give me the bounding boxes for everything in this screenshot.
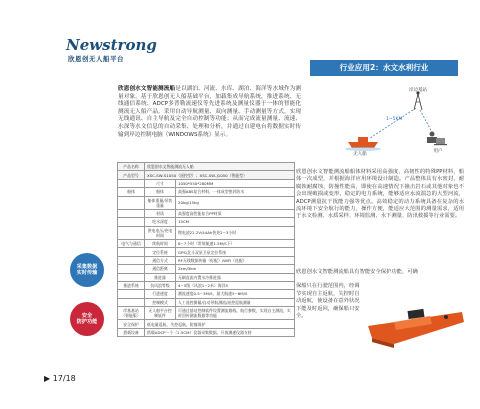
page-number: ▶ 17/18 — [44, 374, 76, 383]
spec-group: 岸基基站（智能版） — [118, 307, 145, 320]
spec-value: XSC-SW-S1050（遥控型）；XSC-SW-J1050（智能型） — [145, 171, 295, 179]
spec-group — [118, 290, 145, 298]
intro-paragraph — [118, 86, 301, 139]
brand-subtitle: 欣恩创无人船平台 — [68, 55, 124, 63]
spec-value: GPS/北斗双星卫星定位系统 — [176, 248, 295, 256]
spec-key: 定位系统 — [145, 248, 176, 256]
section-title: 行业应用2：水文水利行业 — [310, 60, 458, 76]
spec-group: 推进系统 — [118, 281, 145, 289]
spec-row — [118, 218, 295, 226]
spec-key: 通信方式 — [145, 256, 176, 264]
spec-value: 人工遥控测量/自动导航测流/遥控巡航测量 — [176, 298, 295, 306]
spec-group — [118, 209, 145, 217]
spec-table — [117, 162, 295, 337]
spec-row — [118, 273, 295, 281]
spec-group: 产品型号 — [118, 171, 145, 179]
spec-value: 2km/5km — [176, 265, 295, 273]
spec-row — [118, 281, 295, 289]
user-label: 用户 — [433, 149, 443, 154]
spec-key: 船体 — [145, 188, 176, 196]
spec-value: 15CM — [176, 218, 295, 226]
spec-value: 测流速度0.5~3M/S，最大航速5~6M/S — [176, 290, 295, 298]
spec-group — [118, 218, 145, 226]
base-station-icon — [414, 92, 422, 111]
spec-row — [118, 265, 295, 273]
spec-row — [118, 163, 295, 171]
spec-row — [118, 209, 295, 217]
spec-row — [118, 171, 295, 179]
spec-row — [118, 298, 295, 306]
spec-row — [118, 320, 295, 328]
spec-group: 船体 — [118, 188, 145, 196]
boat-icon — [345, 137, 381, 151]
spec-row — [118, 240, 295, 248]
spec-key: 尺寸 — [145, 179, 176, 187]
spec-row — [118, 290, 295, 298]
spec-value: 高强度高性能复合PP材质 — [176, 209, 295, 217]
spec-group: 安全保护 — [118, 320, 145, 328]
spec-key: 供电电压/充电时间 — [145, 226, 176, 239]
spec-value: 4~5级（风浪1~2米）海洋5 — [176, 281, 295, 289]
application-paragraph-1: 欣恩创水文智能测流船船体材料采用高强度、高韧性的特殊PP材料，船体一次成型，并根据海洋应用环境设计制造。产品整体具有水密封、耐腐蚀耐腐蚀、防撞性能高，即使在高速情况下撞击岩石或其他对象也不会出现破损或变形，稳定的电力系统，能够适应水流湍急的大型河流，ADCP测量抗干扰能力强等优点。高效稳定的动力系统具备在复杂的水流环境下安全航行的能力，操作方便，能适应大范围的测量需求，适用于水文检测、水质采样、环境监测、水下测量、防汛救援等行业需要。 — [296, 169, 464, 220]
boat-photo — [364, 282, 468, 352]
spec-row — [118, 179, 295, 187]
spec-row — [118, 196, 295, 209]
user-icon — [427, 132, 447, 146]
communication-diagram — [330, 86, 458, 156]
spec-group: 产品名称 — [118, 163, 145, 171]
spec-key: 控制模式 — [145, 298, 176, 306]
spec-key: 抗风浪等级 — [145, 281, 176, 289]
spec-key: 通信距离 — [145, 265, 176, 273]
spec-value: 20kg/15kg — [176, 196, 295, 209]
spec-group — [118, 248, 145, 256]
safety-badge: 安全 防护功能 — [70, 302, 104, 336]
boat-label: 无人船 — [353, 152, 367, 156]
spec-value: 搭载ADCP一个（1.5CM）仪器采集数据，开放测速仪器支持 — [145, 328, 295, 336]
spec-group — [118, 179, 145, 187]
station-label: 岸边基站 — [409, 88, 427, 93]
spec-group — [118, 196, 145, 209]
intro-lead: 欣恩创水文智能测流船 — [118, 86, 176, 92]
spec-key: 推进器 — [145, 273, 176, 281]
spec-row — [118, 328, 295, 336]
spec-row — [118, 248, 295, 256]
spec-value: 无刷直流内置水冷推进器 — [176, 273, 295, 281]
spec-key: 材质 — [145, 209, 176, 217]
spec-row — [118, 226, 295, 239]
spec-value: 可通过基站控制软件设置测流路线、航行参数，实现自主测流，实时回传测流数据等功能 — [176, 307, 295, 320]
spec-key: 吃水深度 — [145, 218, 176, 226]
spec-key: 续航时间 — [145, 240, 176, 248]
data-transfer-badge: 采集数据 实时传输 — [70, 253, 104, 287]
spec-row — [118, 188, 295, 196]
spec-group — [118, 256, 145, 264]
spec-group: 电气与通信 — [118, 240, 145, 248]
spec-key: 行进速度 — [145, 290, 176, 298]
intro-text: 是以湖泊、河流、水库、湖泊、海洋等水域作为测量对象，基于欣恩创无人船基础平台，加载集成导航系统，推进系统、无线通信系统、ADCP多普勒流速仪等先进系统及测量仪器于一体的智能化测流无人船产品。采用自动导航测量、双向测量、手动测量等方式，实现无线通讯、自主导航及完全自动控制等功能；从而完成流量测量、流速、水深等水文信息的自动采集、处理和分析，并通过自建电台将数据实时传输到岸边控制电脑（WINDOWS系统）显示。 — [118, 86, 301, 138]
spec-value: 1050*550*280MM — [176, 179, 295, 187]
spec-value: 6~7小时（常规航速1.5M/S下） — [176, 240, 295, 248]
spec-group — [118, 265, 145, 273]
spec-key: 无人船平台控制软件 — [145, 307, 176, 320]
spec-row — [118, 256, 295, 264]
application-paragraph-3: 保船只在行驶范围内，经调节实现自主返航，失控时自动返航，使设备在意外状况下能及时返回，确保船只安全。 — [296, 283, 360, 320]
application-paragraph-2: 欣恩创水文智能测流船具有智能安全保护功能，可确 — [296, 269, 418, 275]
range-label: 1~5KM — [386, 117, 403, 122]
spec-value: 低电量返航，失控返航，防撞保护 — [145, 320, 295, 328]
spec-value: 锂电池22.2V/44Ah快充2~3小时 — [176, 226, 295, 239]
spec-value: RF无线数据传输（标配）/WiFi（选配） — [176, 256, 295, 264]
spec-group — [118, 226, 145, 239]
spec-group — [118, 298, 145, 306]
spec-row — [118, 307, 295, 320]
spec-value: 高强ABS复合材料，一体成型密封防水 — [176, 188, 295, 196]
spec-value: 欣恩创水文智能测流无人船 — [145, 163, 295, 171]
spec-group: 搭载设备 — [118, 328, 145, 336]
spec-group — [118, 273, 145, 281]
brand-logo: Newstrong — [66, 36, 157, 54]
spec-key: 船体重量/吊装重量 — [145, 196, 176, 209]
